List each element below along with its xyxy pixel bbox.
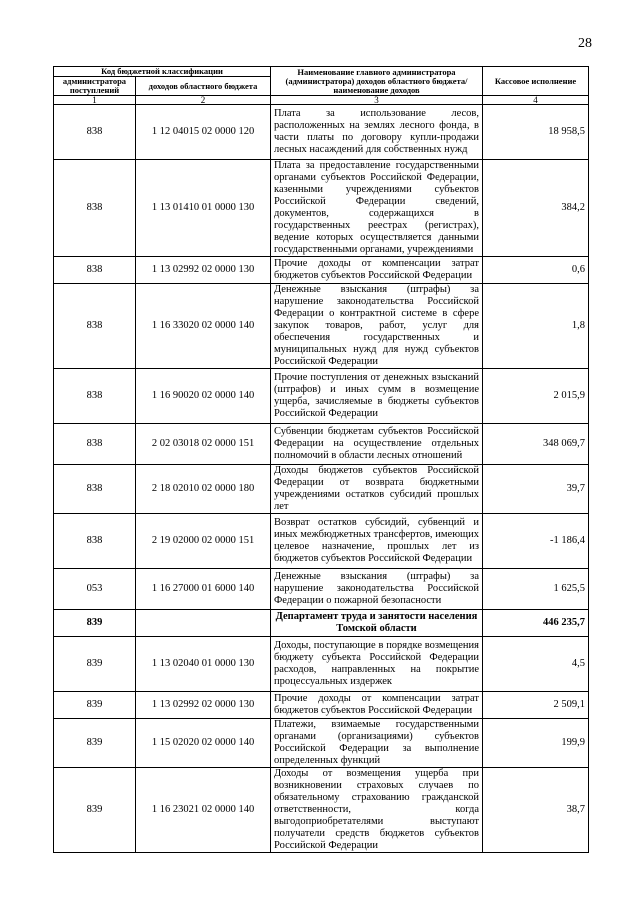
income-code: 1 13 01410 01 0000 130	[136, 160, 271, 257]
income-code: 1 16 33020 02 0000 140	[136, 284, 271, 369]
header-classification-code: Код бюджетной классификации	[54, 67, 271, 77]
income-code: 2 18 02010 02 0000 180	[136, 465, 271, 514]
admin-code: 839	[54, 692, 136, 719]
income-name: Платежи, взимаемые государственными органами (организациями) субъектов Российской Федерации за выполнение определенных функций	[271, 719, 483, 768]
admin-code: 839	[54, 768, 136, 853]
header-col-number: 3	[271, 96, 483, 105]
income-code: 1 13 02040 01 0000 130	[136, 637, 271, 692]
table-row	[54, 569, 589, 610]
admin-code: 838	[54, 465, 136, 514]
amount: 1 625,5	[483, 569, 589, 610]
department-total: 446 235,7	[483, 610, 589, 637]
amount: 39,7	[483, 465, 589, 514]
amount: 4,5	[483, 637, 589, 692]
header-col-number: 4	[483, 96, 589, 105]
income-name: Доходы бюджетов субъектов Российской Федерации от возврата бюджетными учреждениями остатков субсидий прошлых лет	[271, 465, 483, 514]
income-name: Денежные взыскания (штрафы) за нарушение законодательства Российской Федерации о пожарной безопасности	[271, 569, 483, 610]
income-code	[136, 610, 271, 637]
admin-code: 838	[54, 369, 136, 424]
income-code: 2 19 02000 02 0000 151	[136, 514, 271, 569]
income-code: 1 13 02992 02 0000 130	[136, 257, 271, 284]
amount: 348 069,7	[483, 424, 589, 465]
income-name: Прочие доходы от компенсации затрат бюджетов субъектов Российской Федерации	[271, 257, 483, 284]
table-row	[54, 514, 589, 569]
admin-code: 838	[54, 424, 136, 465]
admin-code: 838	[54, 257, 136, 284]
table-row	[54, 424, 589, 465]
admin-code: 838	[54, 514, 136, 569]
table-row	[54, 719, 589, 768]
table-row	[54, 257, 589, 284]
header-col-number: 1	[54, 96, 136, 105]
income-code: 1 16 90020 02 0000 140	[136, 369, 271, 424]
table-row	[54, 768, 589, 853]
admin-code: 838	[54, 284, 136, 369]
income-name: Прочие доходы от компенсации затрат бюджетов субъектов Российской Федерации	[271, 692, 483, 719]
income-code: 1 16 23021 02 0000 140	[136, 768, 271, 853]
table-row	[54, 160, 589, 257]
admin-code: 838	[54, 105, 136, 160]
admin-code: 838	[54, 160, 136, 257]
table-row	[54, 692, 589, 719]
income-name: Возврат остатков субсидий, субвенций и иных межбюджетных трансфертов, имеющих целевое назначение, прошлых лет из бюджетов субъектов Российской Федерации	[271, 514, 483, 569]
admin-code: 053	[54, 569, 136, 610]
amount: 38,7	[483, 768, 589, 853]
amount: 18 958,5	[483, 105, 589, 160]
table-row	[54, 284, 589, 369]
income-name: Прочие поступления от денежных взысканий (штрафов) и иных сумм в возмещение ущерба, зачисляемые в бюджеты субъектов Российской Федерации	[271, 369, 483, 424]
department-row	[54, 610, 589, 637]
admin-code: 839	[54, 637, 136, 692]
income-code: 1 15 02020 02 0000 140	[136, 719, 271, 768]
budget-table	[53, 66, 589, 853]
income-name: Плата за предоставление государственными органами субъектов Российской Федерации, казенными учреждениями субъектов Российской Федерации сведений, документов, содержащихся в государственных реестрах (регистрах), ведение которых осуществляется данными государственными органами, учреждениями	[271, 160, 483, 257]
amount: 1,8	[483, 284, 589, 369]
header-col-number: 2	[136, 96, 271, 105]
amount: 0,6	[483, 257, 589, 284]
income-code: 1 13 02992 02 0000 130	[136, 692, 271, 719]
table-row	[54, 465, 589, 514]
table-row	[54, 369, 589, 424]
admin-code: 839	[54, 719, 136, 768]
income-name: Денежные взыскания (штрафы) за нарушение законодательства Российской Федерации о контрактной системе в сфере закупок товаров, работ, услуг для обеспечения государственных и муниципальных нужд для нужд субъектов Российской Федерации	[271, 284, 483, 369]
income-code: 2 02 03018 02 0000 151	[136, 424, 271, 465]
income-name: Плата за использование лесов, расположенных на землях лесного фонда, в части платы по договору купли-продажи лесных насаждений для собственных нужд	[271, 105, 483, 160]
department-name: Департамент труда и занятости населения Томской области	[271, 610, 483, 637]
amount: -1 186,4	[483, 514, 589, 569]
amount: 199,9	[483, 719, 589, 768]
amount: 2 509,1	[483, 692, 589, 719]
amount: 384,2	[483, 160, 589, 257]
income-code: 1 16 27000 01 6000 140	[136, 569, 271, 610]
header-amount: Кассовое исполнение	[483, 67, 589, 96]
income-name: Доходы, поступающие в порядке возмещения бюджету субъекта Российской Федерации расходов, направленных на покрытие процессуальных издержек	[271, 637, 483, 692]
table-row	[54, 637, 589, 692]
header-income-code: доходов областного бюджета	[136, 77, 271, 96]
page-number: 28	[578, 36, 592, 51]
header-admin: администратора поступлений	[54, 77, 136, 96]
amount: 2 015,9	[483, 369, 589, 424]
admin-code: 839	[54, 610, 136, 637]
income-name: Доходы от возмещения ущерба при возникновении страховых случаев по обязательному страхованию гражданской ответственности, когда выгодоприобретателями выступают получатели средств бюджетов субъектов Российской Федерации	[271, 768, 483, 853]
table-row	[54, 105, 589, 160]
income-name: Субвенции бюджетам субъектов Российской Федерации на осуществление отдельных полномочий в области лесных отношений	[271, 424, 483, 465]
income-code: 1 12 04015 02 0000 120	[136, 105, 271, 160]
header-name: Наименование главного администратора (администратора) доходов областного бюджета/ наименование доходов	[271, 67, 483, 96]
